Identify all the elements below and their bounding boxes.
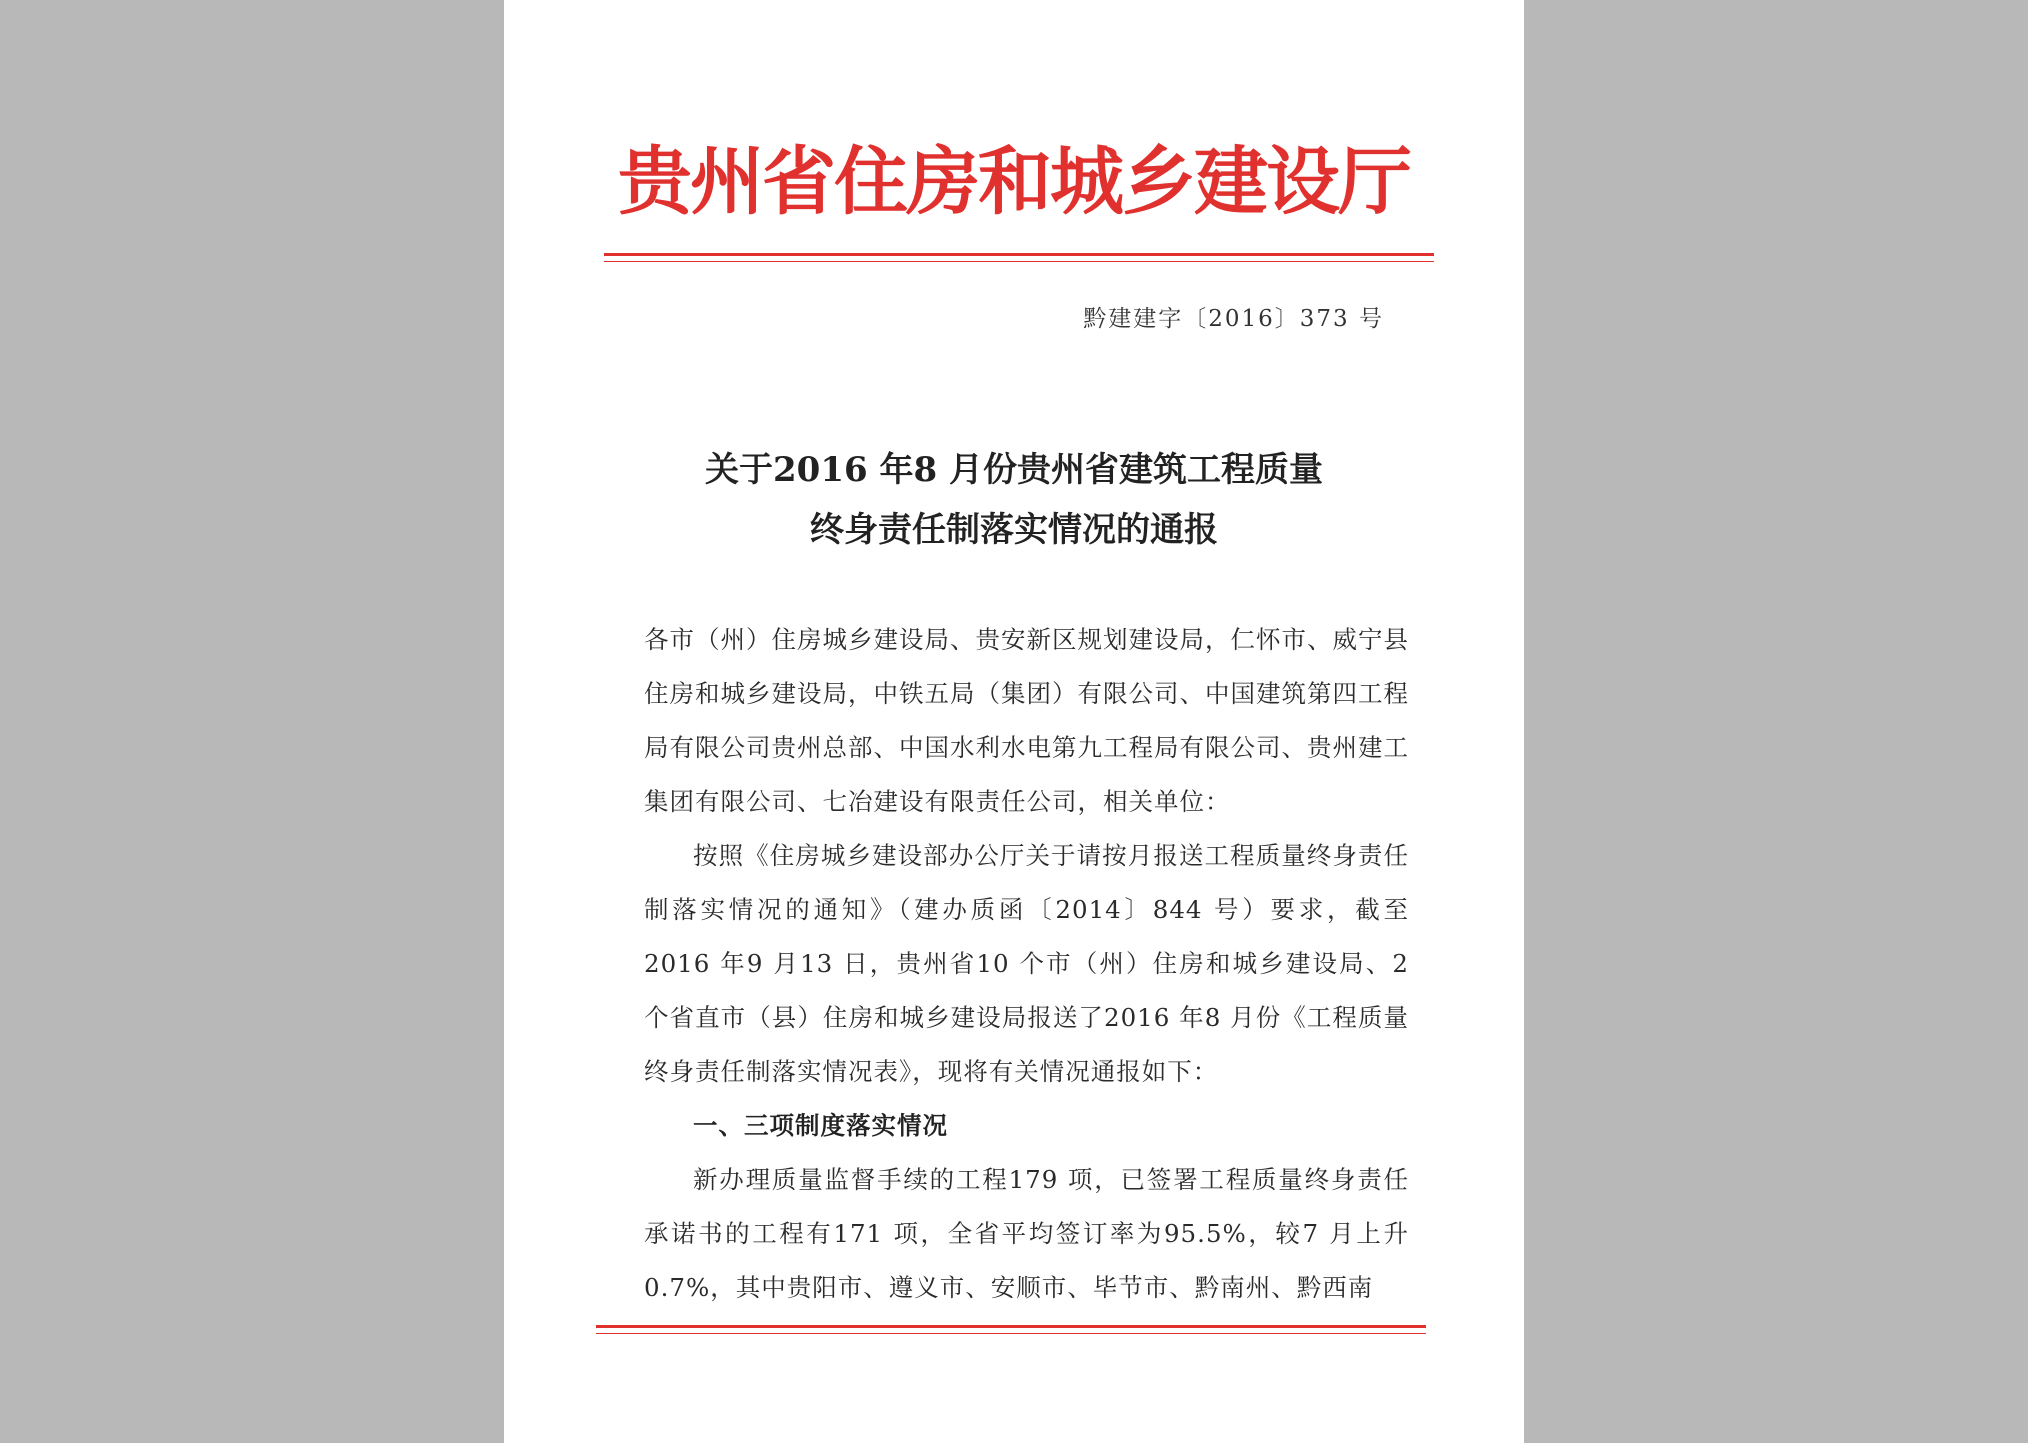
document-number: 黔建建字〔2016〕373 号: [1083, 306, 1384, 332]
footer-red-rule: [596, 1325, 1426, 1328]
header-red-rule-thin: [604, 261, 1434, 262]
notice-title-line-2: 终身责任制落实情况的通报: [810, 510, 1218, 550]
section-heading-1: 一、三项制度落实情况: [693, 1111, 948, 1140]
notice-title: [504, 440, 1524, 560]
recipients-paragraph: 各市（州）住房城乡建设局、贵安新区规划建设局，仁怀市、威宁县住房和城乡建设局，中铁五局（集团）有限公司、中国建筑第四工程局有限公司贵州总部、中国水利水电第九工程局有限公司、贵州建工集团有限公司、七冶建设有限责任公司，相关单位：: [644, 625, 1409, 816]
body-paragraph-1: 按照《住房城乡建设部办公厅关于请按月报送工程质量终身责任制落实情况的通知》（建办质函〔2014〕844 号）要求，截至2016 年9 月13 日，贵州省10 个市（州）住房和城乡建设局、2 个省直市（县）住房和城乡建设局报送了2016 年8 月份《工程质量终身责任制落实情况表》，现将有关情况通报如下：: [644, 841, 1409, 1086]
footer-red-rule-thin: [596, 1333, 1426, 1334]
notice-title-line-1: 关于2016 年8 月份贵州省建筑工程质量: [705, 450, 1323, 490]
issuing-authority-title: 贵州省住房和城乡建设厅: [618, 139, 1410, 225]
body-paragraph-2: 新办理质量监督手续的工程179 项，已签署工程质量终身责任承诺书的工程有171 项，全省平均签订率为95.5%，较7 月上升0.7%，其中贵阳市、遵义市、安顺市、毕节市、黔南州、黔西南: [644, 1165, 1409, 1302]
header-red-rule: [604, 253, 1434, 256]
document-page: [504, 0, 1524, 1443]
document-body: [644, 613, 1409, 1315]
